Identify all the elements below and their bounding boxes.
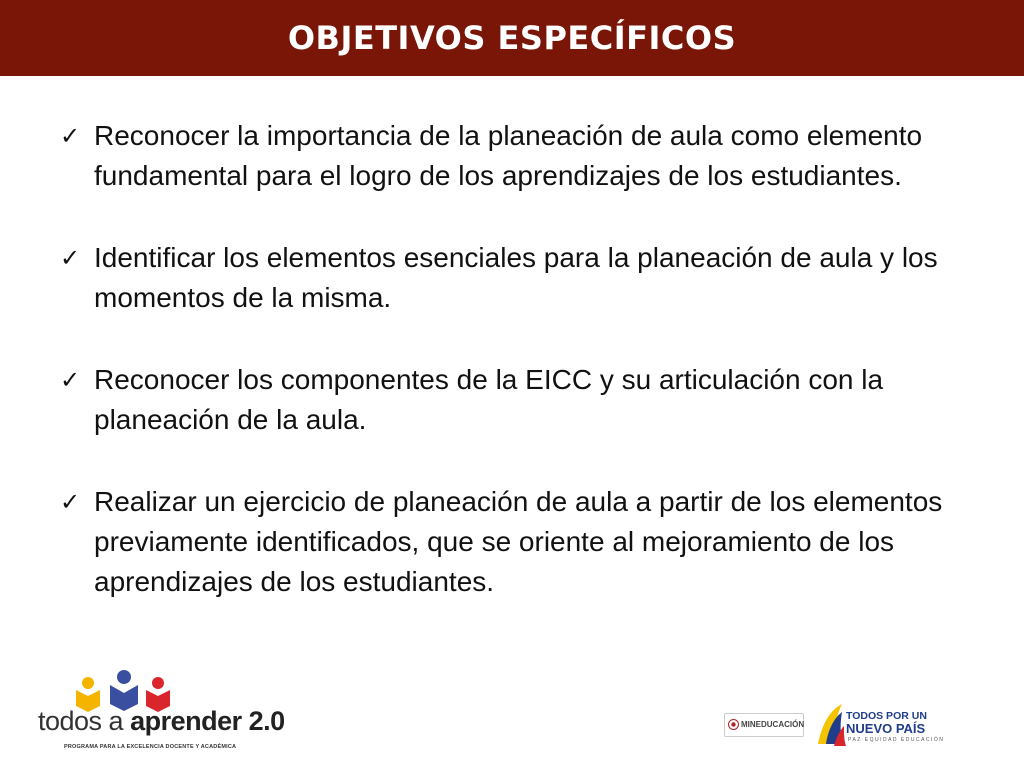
objective-text: Reconocer los componentes de la EICC y su articulación con la planeación de la aula. bbox=[94, 364, 884, 435]
objective-item bbox=[60, 238, 980, 318]
objective-item bbox=[60, 360, 980, 440]
objective-text: Realizar un ejercicio de planeación de aula a partir de los elementos previamente identificados, que se oriente al mejoramiento de los aprendizajes de los estudiantes. bbox=[94, 486, 943, 597]
gov-logo-line1: TODOS POR UN bbox=[846, 710, 927, 722]
mineducacion-label: MINEDUCACIÓN bbox=[741, 720, 805, 729]
logo-tagline: PROGRAMA PARA LA EXCELENCIA DOCENTE Y ACADÉMICA bbox=[64, 744, 237, 750]
todos-a-aprender-logo-text bbox=[38, 706, 285, 737]
page-title: OBJETIVOS ESPECÍFICOS bbox=[287, 19, 737, 57]
mineducacion-logo bbox=[724, 713, 804, 737]
objective-text: Reconocer la importancia de la planeación de aula como elemento fundamental para el logro de los aprendizajes de los estudiantes. bbox=[94, 120, 923, 191]
objective-item bbox=[60, 482, 980, 602]
objective-text: Identificar los elementos esenciales para la planeación de aula y los momentos de la misma. bbox=[94, 242, 938, 313]
logo-text-bold: aprender 2.0 bbox=[130, 706, 285, 736]
title-bar bbox=[0, 0, 1024, 76]
seal-icon bbox=[728, 719, 739, 730]
checkmark-icon: ✓ bbox=[60, 488, 81, 516]
gov-logo-line3: PAZ EQUIDAD EDUCACIÓN bbox=[848, 737, 945, 743]
objectives-list bbox=[60, 116, 980, 644]
checkmark-icon: ✓ bbox=[60, 244, 81, 272]
gov-logo-line2: NUEVO PAÍS bbox=[846, 721, 926, 736]
logo-text-light: todos a bbox=[38, 706, 131, 736]
objective-item bbox=[60, 116, 980, 196]
checkmark-icon: ✓ bbox=[60, 366, 81, 394]
checkmark-icon: ✓ bbox=[60, 122, 81, 150]
